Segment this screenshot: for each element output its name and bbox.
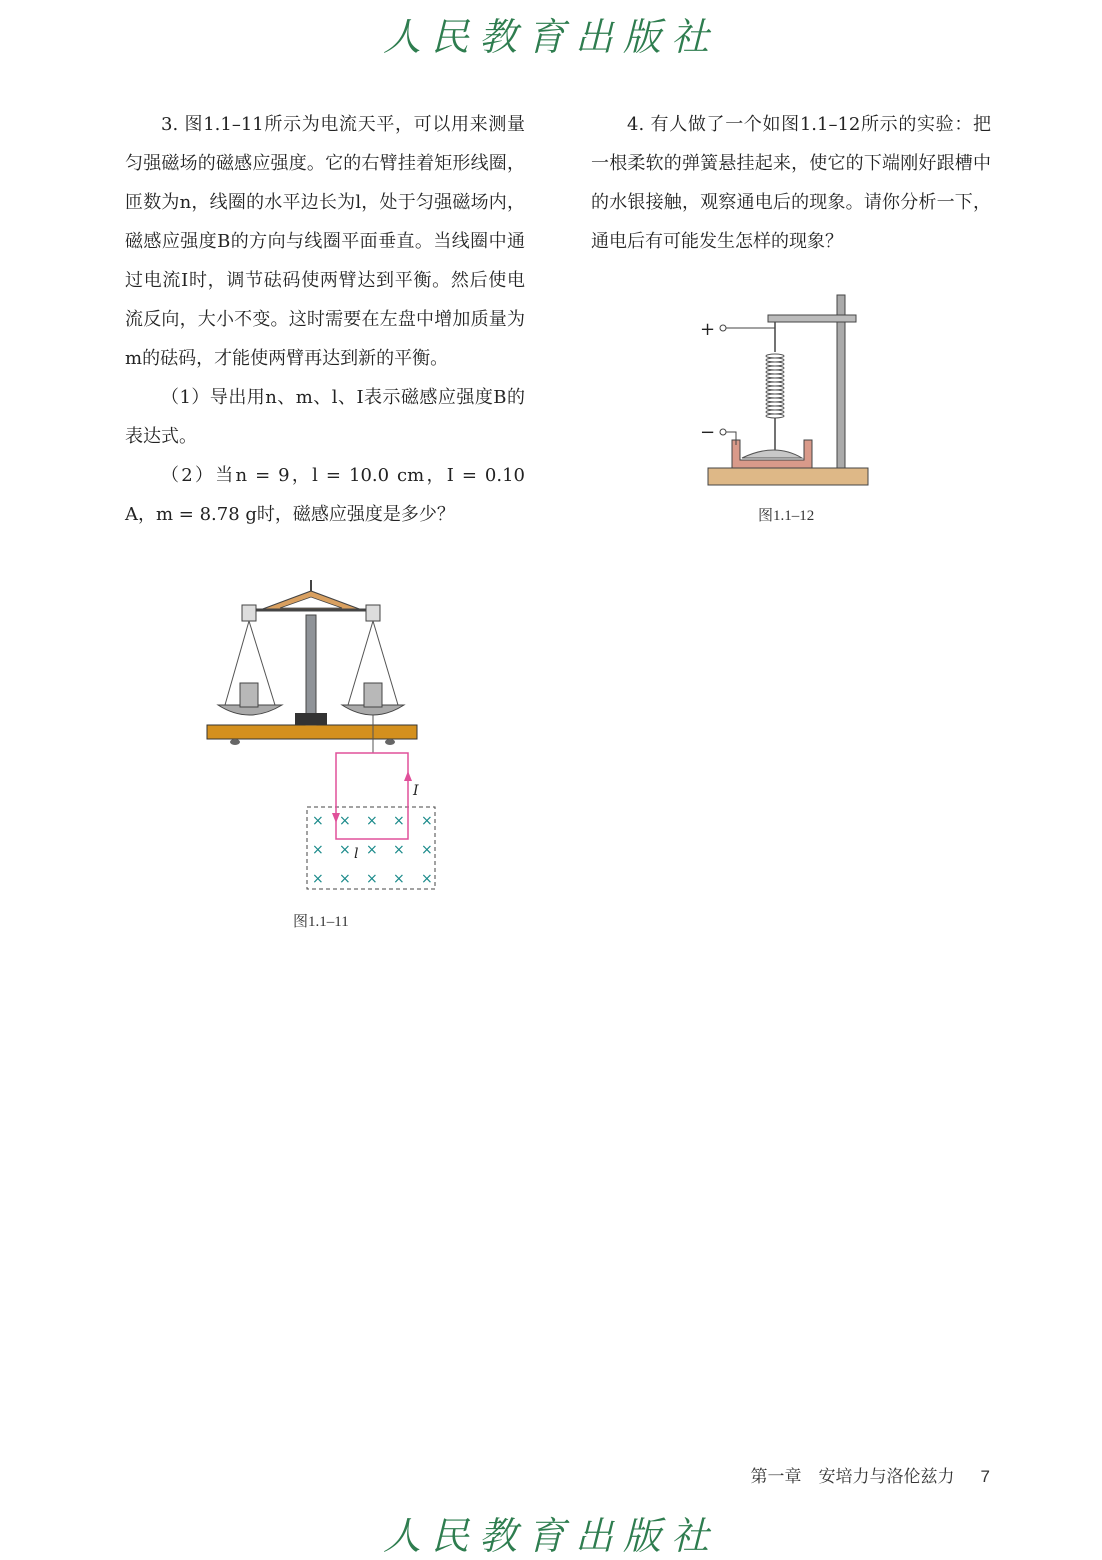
svg-text:×: × <box>393 842 405 858</box>
problem-4-stem: 4. 有人做了一个如图1.1–12所示的实验：把一根柔软的弹簧悬挂起来，使它的下端刚好跟槽中的水银接触，观察通电后的现象。请你分析一下，通电后有可能发生怎样的现象？ <box>591 114 991 252</box>
chapter-title: 第一章 安培力与洛伦兹力 <box>750 1467 955 1486</box>
svg-text:×: × <box>312 842 324 858</box>
figure-1-1-11-caption: 图1.1–11 <box>293 914 349 930</box>
spring-mercury-figure <box>690 290 880 490</box>
svg-text:×: × <box>421 842 433 858</box>
svg-text:×: × <box>366 813 378 829</box>
field-marks <box>312 813 433 887</box>
svg-text:×: × <box>366 871 378 887</box>
svg-text:×: × <box>421 813 433 829</box>
svg-text:×: × <box>339 871 351 887</box>
svg-text:×: × <box>339 813 351 829</box>
problem-3 <box>125 105 525 534</box>
figure-1-1-12-caption: 图1.1–12 <box>758 508 815 524</box>
problem-3-question-2: （2）当n = 9，l = 10.0 cm，I = 0.10 A，m = 8.78 g时，磁感应强度是多少？ <box>125 465 525 525</box>
page-footer <box>751 1462 990 1487</box>
svg-text:×: × <box>339 842 351 858</box>
svg-text:×: × <box>393 871 405 887</box>
problem-3-stem: 3. 图1.1–11所示为电流天平，可以用来测量匀强磁场的磁感应强度。它的右臂挂着矩形线圈，匝数为n，线圈的水平边长为l，处于匀强磁场内，磁感应强度B的方向与线圈平面垂直。当线圈中通过电流I时，调节砝码使两臂达到平衡。然后使电流反向，大小不变。这时需要在左盘中增加质量为m的砝码，才能使两臂再达到新的平衡。 <box>125 114 525 369</box>
svg-text:×: × <box>421 871 433 887</box>
length-label: l <box>354 846 359 862</box>
svg-text:×: × <box>393 813 405 829</box>
minus-terminal-label: − <box>700 422 716 443</box>
svg-text:×: × <box>312 871 324 887</box>
svg-text:×: × <box>366 842 378 858</box>
problem-3-question-1: （1）导出用n、m、l、I表示磁感应强度B的表达式。 <box>125 387 525 447</box>
page-number: 7 <box>980 1467 990 1486</box>
publisher-watermark-bottom: 人民教育出版社 <box>382 1514 719 1558</box>
problem-4 <box>591 105 991 261</box>
publisher-watermark-top: 人民教育出版社 <box>382 15 719 59</box>
current-balance-figure <box>200 575 450 900</box>
plus-terminal-label: + <box>700 319 716 340</box>
current-label: I <box>413 783 419 799</box>
svg-text:×: × <box>312 813 324 829</box>
